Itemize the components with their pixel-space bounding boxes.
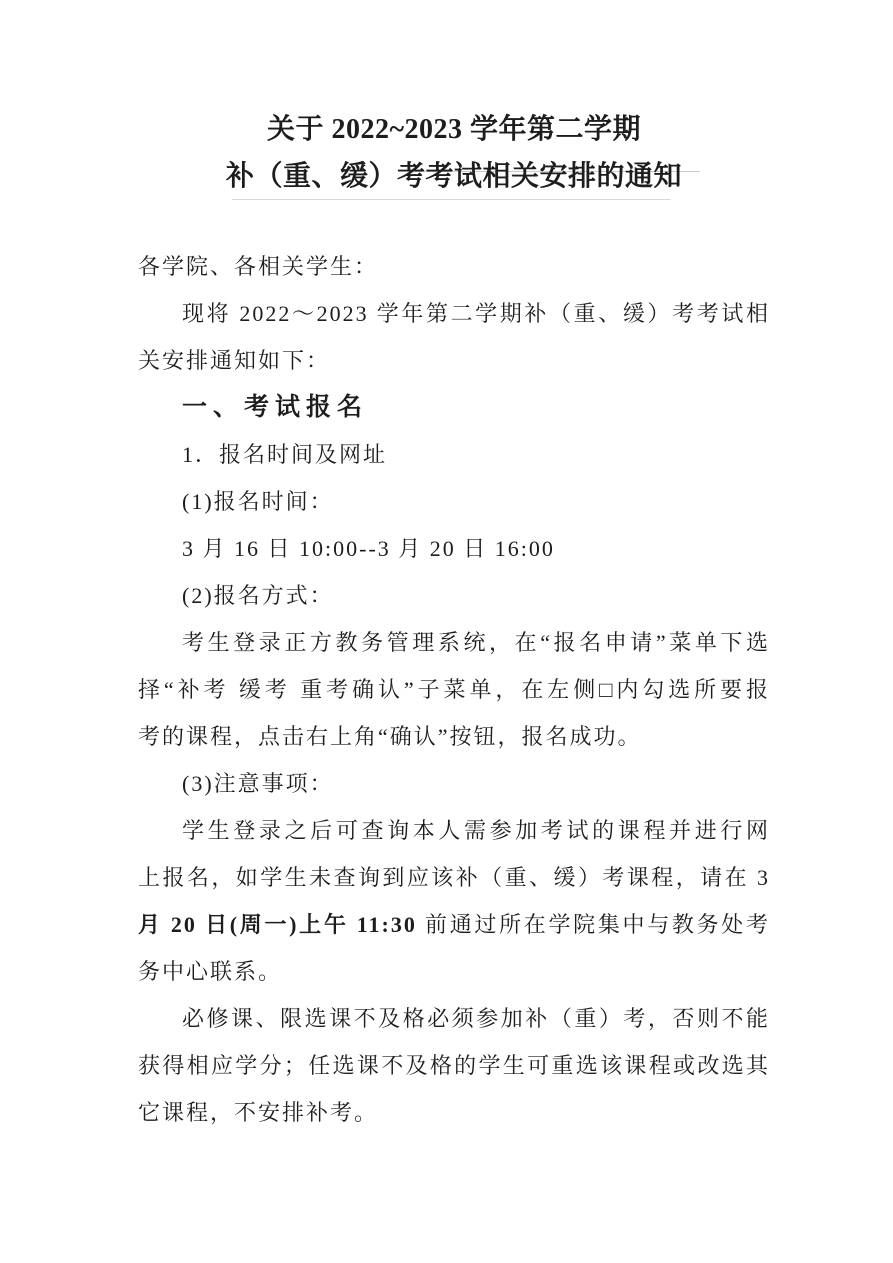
item-1-title: 1．报名时间及网址: [182, 442, 388, 467]
notes-line-2: 上报名，如学生未查询到应该补（重、缓）考课程，请在 3: [138, 865, 770, 890]
deadline-bold-text: 月 20 日(周一)上午 11:30: [138, 912, 426, 937]
rules-line-2: 获得相应学分；任选课不及格的学生可重选该课程或改选其: [138, 1053, 770, 1078]
section-1-heading: 一、考试报名: [182, 393, 369, 421]
document-content: [138, 106, 770, 1136]
intro-line-1: 现将 2022～2023 学年第二学期补（重、缓）考考试相: [182, 301, 770, 326]
notes-line-4: 务中心联系。: [138, 959, 283, 984]
title-line-2: 补（重、缓）考考试相关安排的通知: [225, 161, 682, 192]
title-line-1: 关于 2022~2023 学年第二学期: [266, 114, 642, 145]
document-body: [138, 243, 770, 1136]
notes-line-1: 学生登录之后可查询本人需参加考试的课程并进行网: [182, 818, 770, 843]
registration-method-line-3: 考的课程，点击右上角“确认”按钮，报名成功。: [138, 724, 642, 749]
sub-item-2-label: (2)报名方式：: [182, 583, 334, 608]
sub-item-1-label: (1)报名时间：: [182, 489, 334, 514]
notes-line-3-rest: 前通过所在学院集中与教务处考: [425, 912, 770, 937]
salutation-line: 各学院、各相关学生：: [138, 254, 379, 279]
document-title: [138, 106, 770, 200]
registration-method-line-2: 择“补考 缓考 重考确认”子菜单，在左侧□内勾选所要报: [138, 677, 770, 702]
registration-time-line: 3 月 16 日 10:00--3 月 20 日 16:00: [182, 536, 555, 561]
notes-line-3: [138, 901, 770, 948]
registration-method-line-1: 考生登录正方教务管理系统，在“报名申请”菜单下选: [182, 630, 770, 655]
sub-item-3-label: (3)注意事项：: [182, 771, 334, 796]
rules-line-1: 必修课、限选课不及格必须参加补（重）考，否则不能: [182, 1006, 770, 1031]
rules-line-3: 它课程，不安排补考。: [138, 1100, 379, 1125]
intro-line-2: 关安排通知如下：: [138, 348, 331, 373]
